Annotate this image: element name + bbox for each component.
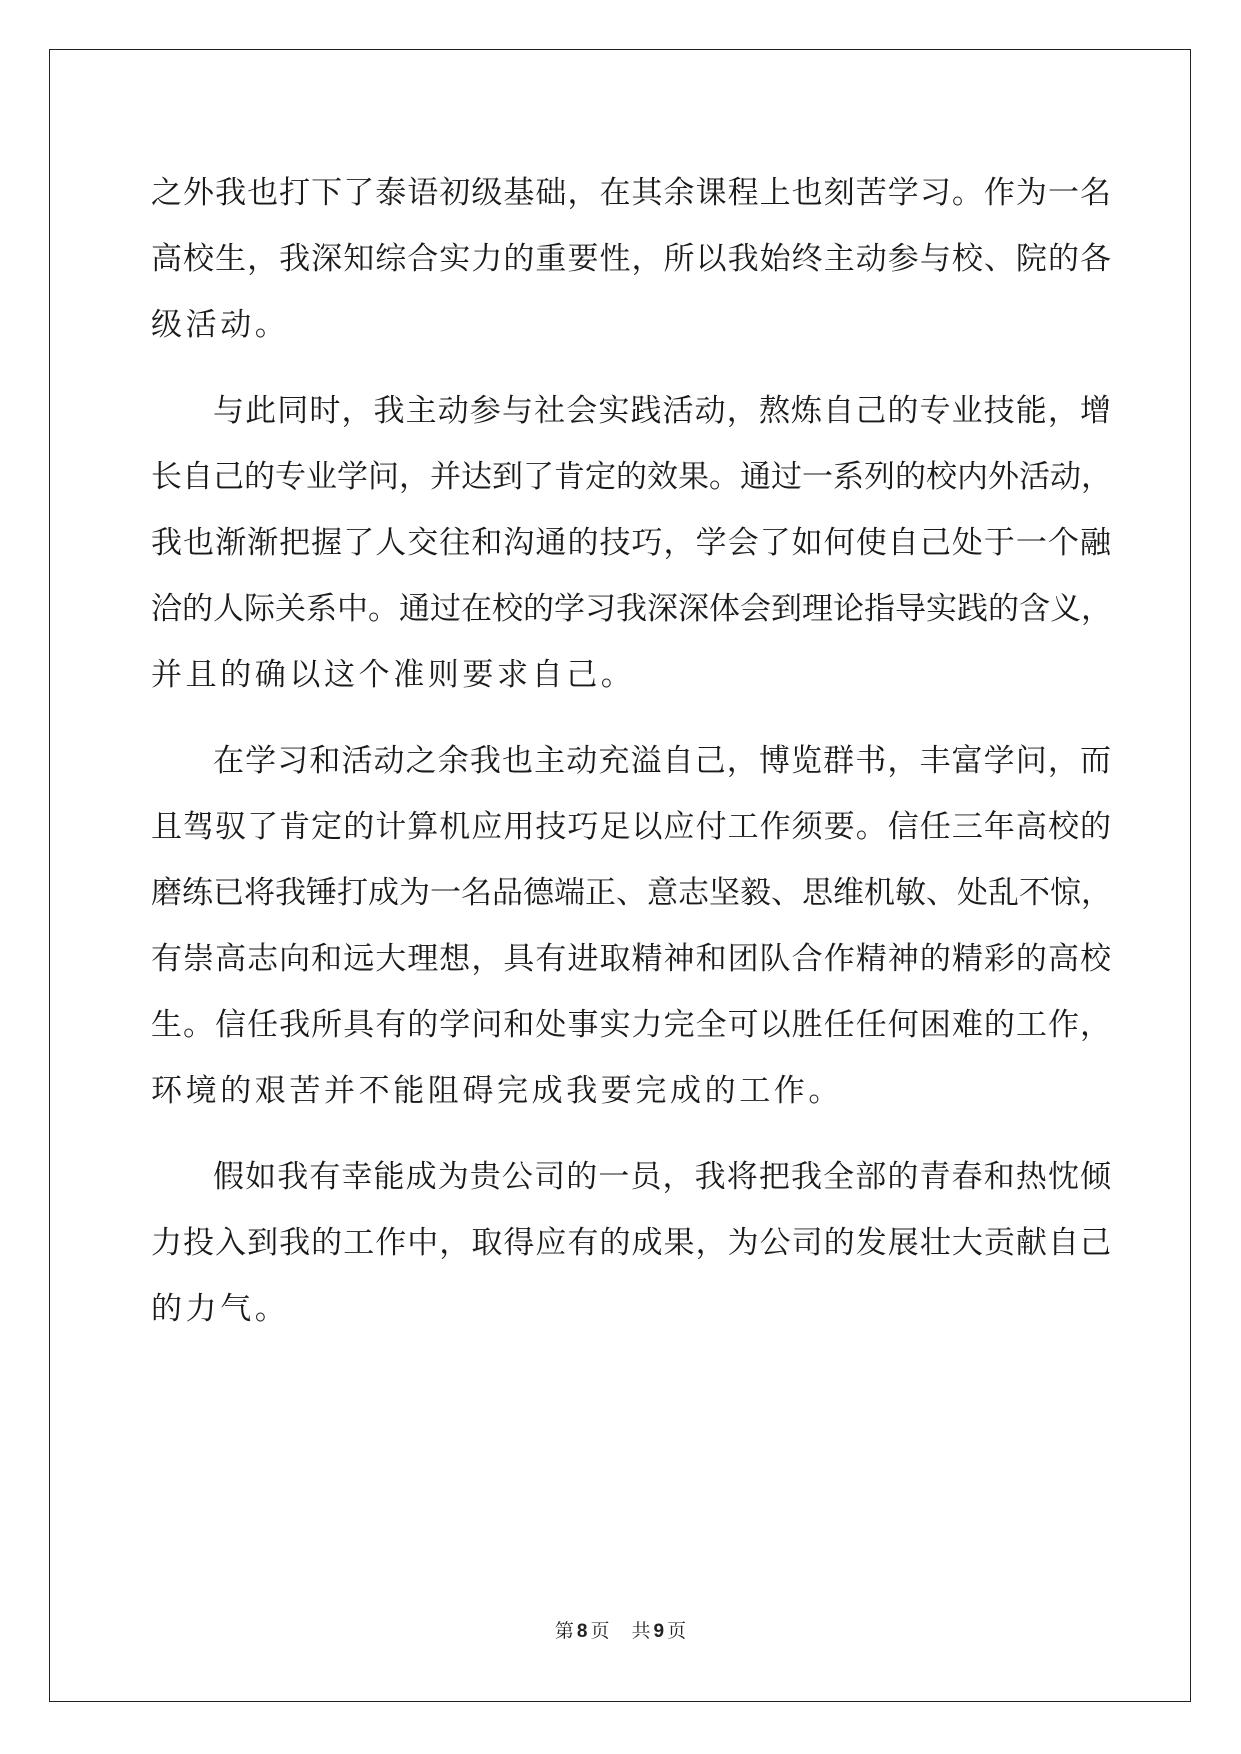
- total-pages: 9: [653, 1621, 665, 1642]
- paragraph: [151, 1144, 1111, 1342]
- paragraph: [151, 378, 1111, 708]
- text-line: 且驾驭了肯定的计算机应用技巧足以应付工作须要。信任三年高校的: [151, 809, 1111, 845]
- paragraph-spacer: [151, 358, 1111, 378]
- paragraph: [151, 160, 1111, 358]
- text-line: 我也渐渐把握了人交往和沟通的技巧，学会了如何使自己处于一个融: [151, 525, 1111, 561]
- text-line: 在学习和活动之余我也主动充溢自己，博览群书，丰富学问，而: [213, 743, 1111, 779]
- page-prefix: 第: [554, 1620, 574, 1642]
- paragraph-spacer: [151, 1124, 1111, 1144]
- text-line: 并且的确以这个准则要求自己。: [151, 657, 636, 693]
- text-line: 高校生，我深知综合实力的重要性，所以我始终主动参与校、院的各: [151, 241, 1111, 277]
- page-footer: [0, 1616, 1241, 1643]
- text-line: 环境的艰苦并不能阻碍完成我要完成的工作。: [151, 1073, 843, 1109]
- text-line: 洽的人际关系中。通过在校的学习我深深体会到理论指导实践的含义，: [151, 591, 1112, 627]
- document-body: [151, 160, 1111, 1342]
- text-line: 磨练已将我锤打成为一名品德端正、意志坚毅、思维机敏、处乱不惊，: [151, 875, 1112, 911]
- text-line: 级活动。: [151, 307, 290, 343]
- paragraph: [151, 728, 1111, 1124]
- page-number: 8: [576, 1621, 588, 1642]
- text-line: 生。信任我所具有的学问和处事实力完全可以胜任任何困难的工作，: [151, 1007, 1111, 1043]
- text-line: 与此同时，我主动参与社会实践活动，熬炼自己的专业技能，增: [213, 393, 1111, 429]
- text-line: 的力气。: [151, 1291, 290, 1327]
- text-line: 之外我也打下了泰语初级基础，在其余课程上也刻苦学习。作为一名: [151, 175, 1111, 211]
- page-suffix: 页: [590, 1620, 610, 1642]
- text-line: 长自己的专业学问，并达到了肯定的效果。通过一系列的校内外活动，: [151, 459, 1112, 495]
- total-prefix: 共: [631, 1620, 651, 1642]
- total-suffix: 页: [667, 1620, 687, 1642]
- text-line: 假如我有幸能成为贵公司的一员，我将把我全部的青春和热忱倾: [213, 1159, 1111, 1195]
- text-line: 力投入到我的工作中，取得应有的成果，为公司的发展壮大贡献自己: [151, 1225, 1111, 1261]
- paragraph-spacer: [151, 708, 1111, 728]
- text-line: 有崇高志向和远大理想，具有进取精神和团队合作精神的精彩的高校: [151, 941, 1111, 977]
